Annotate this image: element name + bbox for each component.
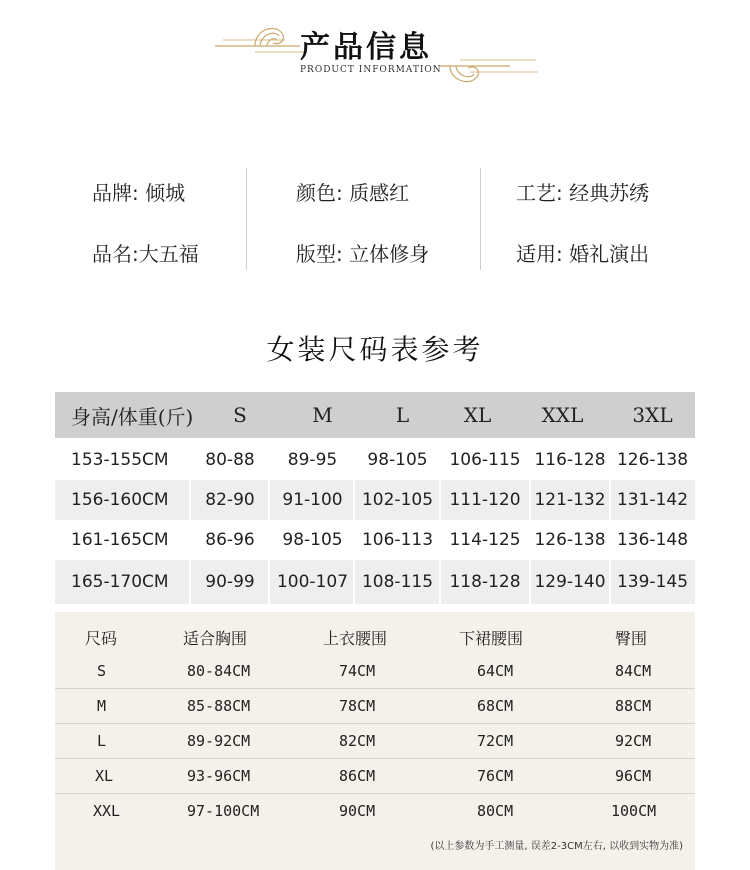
table-cell: 136-148	[616, 530, 689, 550]
table-cell: 84CM	[615, 662, 652, 680]
table-cell: 96CM	[615, 767, 652, 785]
table-cell: 100CM	[611, 802, 657, 820]
table-cell: 98-105	[282, 530, 343, 550]
divider	[480, 168, 481, 270]
table-cell: 74CM	[339, 662, 376, 680]
header-cell: 臀围	[615, 628, 648, 648]
table-cell: 78CM	[339, 697, 376, 715]
table-cell: 82-90	[205, 490, 255, 510]
table-cell: 90CM	[339, 802, 376, 820]
table-cell: 131-142	[616, 490, 689, 510]
header-cell: 身高/体重(斤)	[71, 404, 194, 429]
table-row	[55, 654, 695, 688]
header-cell: 尺码	[85, 628, 118, 648]
page-subtitle: PRODUCT INFORMATION	[300, 65, 442, 75]
size-cell: L	[97, 732, 107, 750]
header-cell: XL	[463, 403, 492, 427]
table-cell: 139-145	[616, 572, 689, 592]
table-cell: 98-105	[367, 450, 428, 470]
table-cell: 108-115	[361, 572, 434, 592]
table-cell: 129-140	[534, 572, 606, 592]
table-cell: 91-100	[282, 490, 343, 510]
table-row	[55, 689, 695, 723]
info-product-name: 品名:大五福	[92, 242, 199, 266]
table-cell: 126-138	[616, 450, 689, 470]
table-cell: 100-107	[276, 572, 349, 592]
table-cell: 88CM	[615, 697, 652, 715]
header-cell: 适合胸围	[183, 628, 248, 648]
table-cell: 97-100CM	[187, 802, 260, 820]
table-cell: 121-132	[534, 490, 606, 510]
size-cell: XL	[95, 767, 114, 785]
table-row	[55, 560, 695, 604]
header-cell: L	[395, 403, 410, 427]
table-row	[55, 480, 695, 520]
column-divider	[353, 440, 355, 604]
column-divider	[439, 440, 441, 604]
table-cell: 85-88CM	[187, 697, 251, 715]
table-cell: 118-128	[449, 572, 521, 592]
header-cell: XXL	[541, 403, 584, 427]
table-cell: 72CM	[477, 732, 514, 750]
header-cell: 下裙腰围	[459, 628, 524, 648]
table-row	[55, 520, 695, 560]
table-cell: 92CM	[615, 732, 652, 750]
table-cell: 102-105	[361, 490, 434, 510]
gold-cloud-ornament-left	[215, 10, 310, 60]
table-cell: 126-138	[534, 530, 606, 550]
gold-cloud-ornament-right	[440, 56, 540, 96]
column-divider	[609, 440, 611, 604]
table-row	[55, 794, 695, 828]
info-usage: 适用: 婚礼演出	[516, 242, 650, 266]
height-cell: 165-170CM	[71, 572, 169, 592]
measurement-note: (以上参数为手工测量, 误差2-3CM左右, 以收到实物为准)	[430, 841, 683, 852]
table-cell: 82CM	[339, 732, 376, 750]
header-cell: 3XL	[632, 403, 673, 427]
size-cell: M	[97, 697, 107, 715]
table-cell: 89-95	[287, 450, 338, 470]
table-cell: 76CM	[477, 767, 514, 785]
table-cell: 89-92CM	[187, 732, 251, 750]
table-row	[55, 724, 695, 758]
measurement-header	[55, 620, 695, 654]
info-craft: 工艺: 经典苏绣	[516, 181, 650, 205]
table-cell: 86CM	[339, 767, 376, 785]
table-cell: 106-113	[361, 530, 434, 550]
info-brand: 品牌: 倾城	[92, 181, 186, 205]
header-cell: 上衣腰围	[323, 628, 388, 648]
size-chart-header	[55, 392, 695, 438]
table-cell: 86-96	[205, 530, 255, 550]
table-cell: 80CM	[477, 802, 514, 820]
table-cell: 111-120	[449, 490, 521, 510]
section-header	[0, 0, 750, 100]
column-divider	[268, 440, 270, 604]
table-row	[55, 759, 695, 793]
info-fit: 版型: 立体修身	[296, 242, 430, 266]
height-cell: 156-160CM	[71, 490, 169, 510]
height-cell: 153-155CM	[71, 450, 169, 470]
table-cell: 106-115	[449, 450, 521, 470]
size-cell: S	[97, 662, 107, 680]
table-row	[55, 440, 695, 480]
size-chart-title: 女装尺码表参考	[266, 333, 484, 366]
divider	[246, 168, 247, 270]
header-cell: S	[233, 403, 247, 427]
table-cell: 68CM	[477, 697, 514, 715]
table-cell: 64CM	[477, 662, 514, 680]
table-cell: 80-88	[205, 450, 255, 470]
table-cell: 116-128	[534, 450, 606, 470]
table-cell: 80-84CM	[187, 662, 251, 680]
measurement-table	[55, 612, 695, 870]
table-cell: 114-125	[449, 530, 521, 550]
table-cell: 93-96CM	[187, 767, 251, 785]
size-cell: XXL	[93, 802, 121, 820]
page-title: 产品信息	[300, 30, 432, 65]
table-cell: 90-99	[205, 572, 255, 592]
column-divider	[529, 440, 531, 604]
column-divider	[189, 440, 191, 604]
height-cell: 161-165CM	[71, 530, 169, 550]
header-cell: M	[312, 403, 333, 427]
info-color: 颜色: 质感红	[296, 181, 410, 205]
